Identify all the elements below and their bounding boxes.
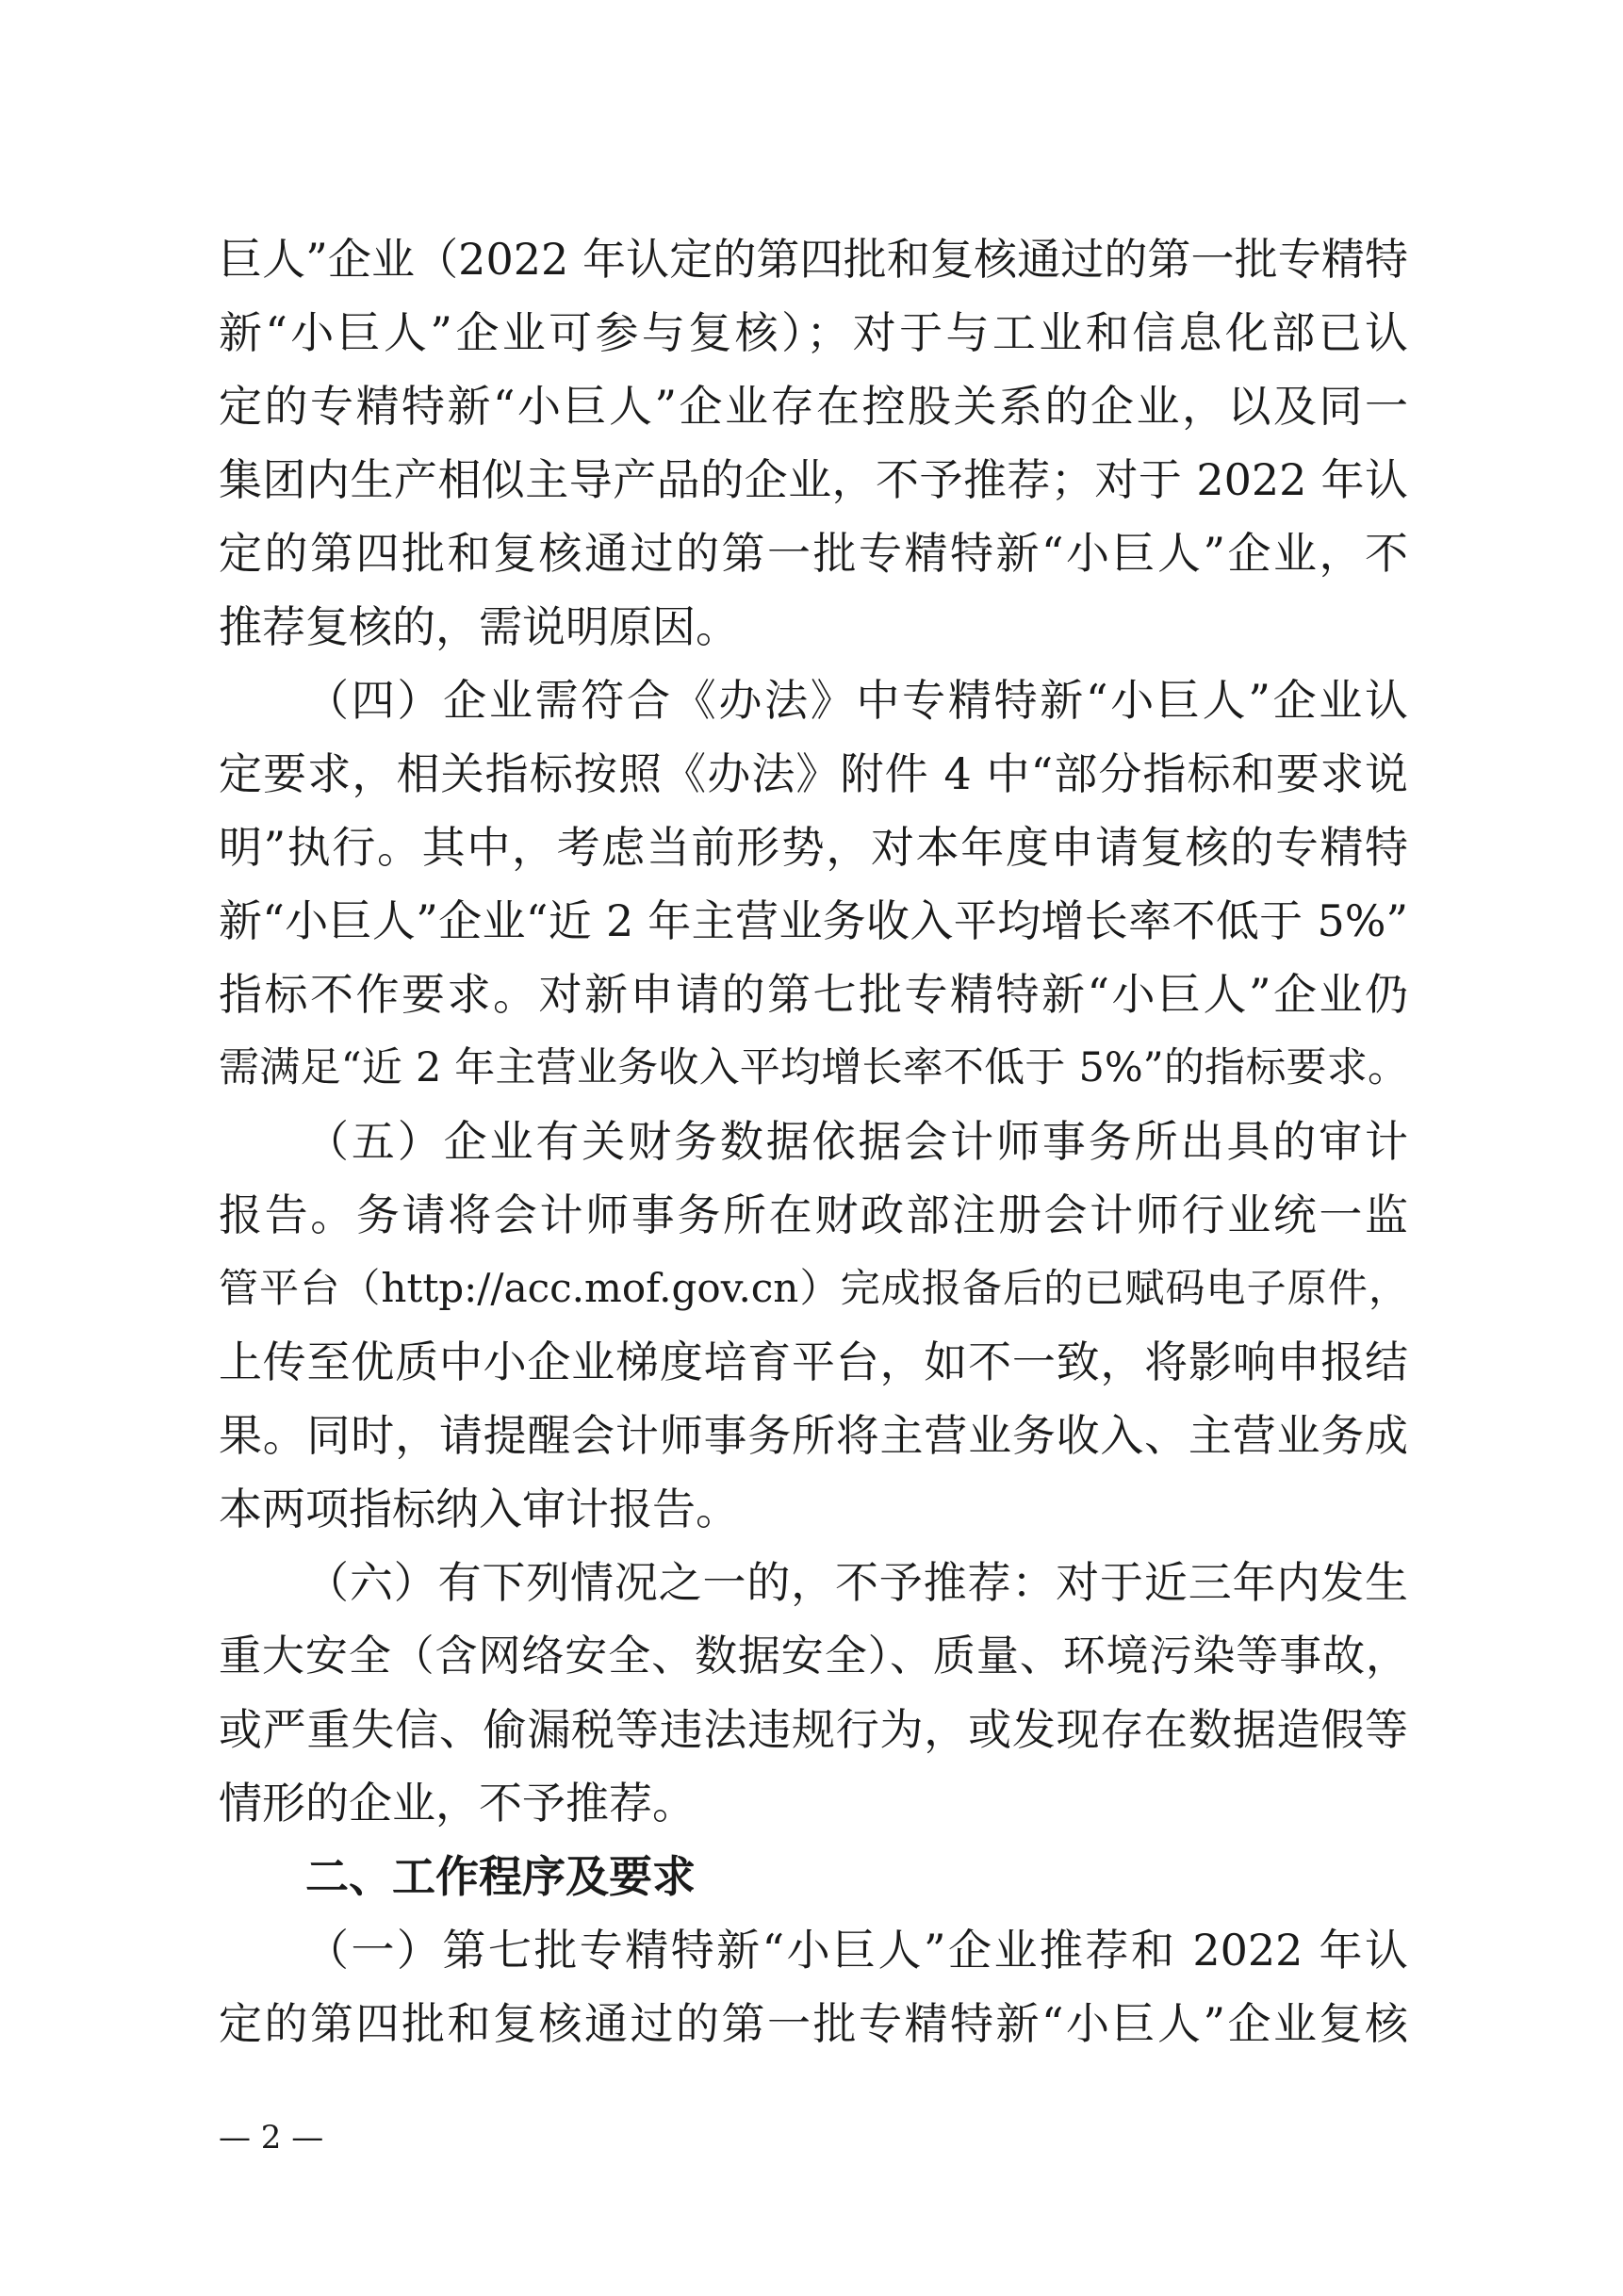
text-line: 定要求，相关指标按照《办法》附件 4 中“部分指标和要求说 xyxy=(219,748,1408,799)
text-line: （一）第七批专精特新“小巨人”企业推荐和 2022 年认 xyxy=(305,1925,1408,1976)
body-text xyxy=(219,222,1408,2060)
text-line: 定的第四批和复核通过的第一批专精特新“小巨人”企业，不 xyxy=(219,528,1408,579)
section-heading: 二、工作程序及要求 xyxy=(305,1851,696,1902)
text-line: 本两项指标纳入审计报告。 xyxy=(219,1484,739,1534)
text-line: （四）企业需符合《办法》中专精特新“小巨人”企业认 xyxy=(305,675,1408,726)
text-line: 巨人”企业（2022 年认定的第四批和复核通过的第一批专精特 xyxy=(219,234,1408,285)
text-line: （五）企业有关财务数据依据会计师事务所出具的审计 xyxy=(305,1116,1408,1167)
text-line: 新“小巨人”企业“近 2 年主营业务收入平均增长率不低于 5%” xyxy=(219,895,1408,946)
text-line: 定的第四批和复核通过的第一批专精特新“小巨人”企业复核 xyxy=(219,1998,1408,2049)
text-line: 指标不作要求。对新申请的第七批专精特新“小巨人”企业仍 xyxy=(219,969,1408,1020)
text-line: 重大安全（含网络安全、数据安全）、质量、环境污染等事故， xyxy=(219,1631,1408,1681)
text-line: （六）有下列情况之一的，不予推荐：对于近三年内发生 xyxy=(305,1557,1408,1608)
text-line: 果。同时，请提醒会计师事务所将主营业务收入、主营业务成 xyxy=(219,1410,1408,1461)
text-line: 管平台（http://acc.mof.gov.cn）完成报备后的已赋码电子原件， xyxy=(219,1265,1408,1311)
text-line: 情形的企业，不予推荐。 xyxy=(219,1778,696,1829)
text-line: 或严重失信、偷漏税等违法违规行为，或发现存在数据造假等 xyxy=(219,1704,1408,1755)
text-line: 上传至优质中小企业梯度培育平台，如不一致，将影响申报结 xyxy=(219,1337,1408,1387)
page-number: — 2 — xyxy=(219,2119,324,2157)
text-line: 需满足“近 2 年主营业务收入平均增长率不低于 5%”的指标要求。 xyxy=(219,1044,1408,1091)
text-line: 集团内生产相似主导产品的企业，不予推荐；对于 2022 年认 xyxy=(219,454,1408,505)
text-line: 明”执行。其中，考虑当前形势，对本年度申请复核的专精特 xyxy=(219,822,1408,873)
text-line: 新“小巨人”企业可参与复核）；对于与工业和信息化部已认 xyxy=(219,307,1408,358)
text-line: 报告。务请将会计师事务所在财政部注册会计师行业统一监 xyxy=(219,1189,1408,1240)
text-line: 推荐复核的，需说明原因。 xyxy=(219,601,739,652)
text-line: 定的专精特新“小巨人”企业存在控股关系的企业，以及同一 xyxy=(219,381,1408,432)
